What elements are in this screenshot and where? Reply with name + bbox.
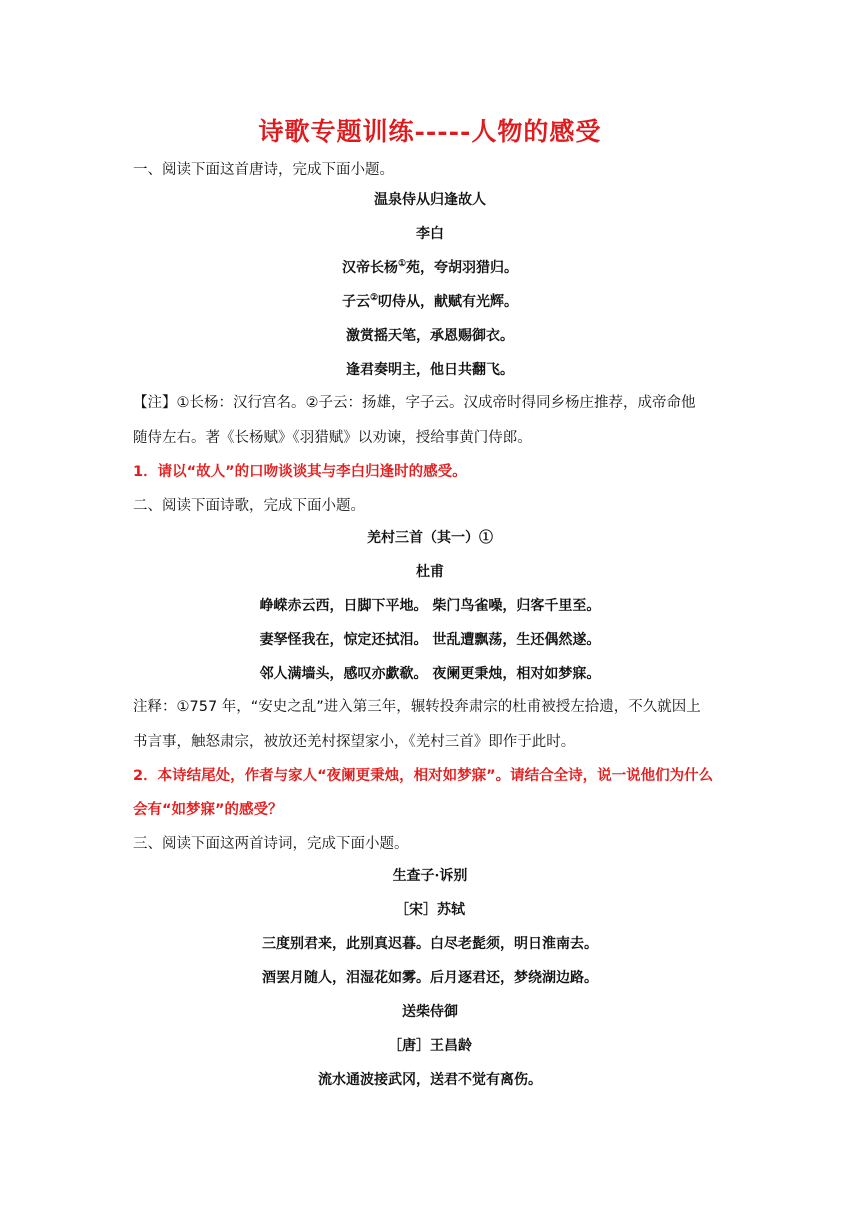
question-1: 1．请以“故人”的口吻谈谈其与李白归逢时的感受。: [133, 464, 467, 480]
poem3-line-2: 酒罢月随人，泪湿花如雾。后月逐君还，梦绕湖边路。: [262, 970, 598, 986]
poem3-title: 生查子·诉别: [392, 868, 468, 884]
poem3-author: ［宋］苏轼: [395, 902, 465, 918]
question-2-line-2: 会有“如梦寐”的感受？: [133, 802, 283, 818]
poem2-line-2: 妻孥怪我在，惊定还拭泪。 世乱遭飘荡，生还偶然遂。: [259, 632, 601, 648]
section3-heading: 三、阅读下面这两首诗词，完成下面小题。: [133, 836, 409, 852]
poem1-line-3: 激赏摇天笔，承恩赐御衣。: [346, 328, 514, 344]
poem4-line-1: 流水通波接武冈，送君不觉有离伤。: [318, 1072, 542, 1088]
poem1-note-line-1: 【注】①长杨：汉行宫名。②子云：扬雄，字子云。汉成帝时得同乡杨庄推荐，成帝命他: [133, 395, 696, 411]
poem3-line-1: 三度别君来，此别真迟暮。白尽老髭须，明日淮南去。: [262, 936, 598, 952]
poem4-author: ［唐］王昌龄: [388, 1038, 472, 1054]
poem2-author: 杜甫: [416, 564, 444, 580]
poem1-line-1: 汉帝长杨①苑，夸胡羽猎归。: [341, 259, 519, 276]
section2-heading: 二、阅读下面诗歌，完成下面小题。: [133, 498, 365, 514]
poem2-note-line-1: 注释：①757 年，“安史之乱”进入第三年，辗转投奔肃宗的杜甫被授左拾遗，不久就因上: [133, 699, 701, 715]
poem1-note-line-2: 随侍左右。著《长杨赋》《羽猎赋》以劝谏，授给事黄门侍郎。: [133, 430, 532, 446]
poem2-line-3: 邻人满墙头，感叹亦歔欷。 夜阑更秉烛，相对如梦寐。: [259, 666, 601, 682]
question-2-line-1: 2．本诗结尾处，作者与家人“夜阑更秉烛，相对如梦寐”。请结合全诗，说一说他们为什么: [133, 768, 714, 784]
poem2-title: 羌村三首（其一）①: [367, 530, 493, 546]
poem1-author: 李白: [416, 226, 444, 242]
poem2-note-line-2: 书言事，触怒肃宗，被放还羌村探望家小，《羌村三首》即作于此时。: [133, 734, 576, 750]
section1-heading: 一、阅读下面这首唐诗，完成下面小题。: [133, 162, 394, 178]
poem1-line-4: 逢君奏明主，他日共翻飞。: [346, 362, 514, 378]
poem4-title: 送柴侍御: [402, 1004, 458, 1020]
poem2-line-1: 峥嵘赤云西，日脚下平地。 柴门鸟雀噪，归客千里至。: [259, 598, 601, 614]
poem1-title: 温泉侍从归逢故人: [374, 192, 486, 208]
poem1-line-2: 子云②叨侍从，献赋有光辉。: [341, 293, 519, 310]
document-title: 诗歌专题训练-----人物的感受: [258, 117, 602, 146]
